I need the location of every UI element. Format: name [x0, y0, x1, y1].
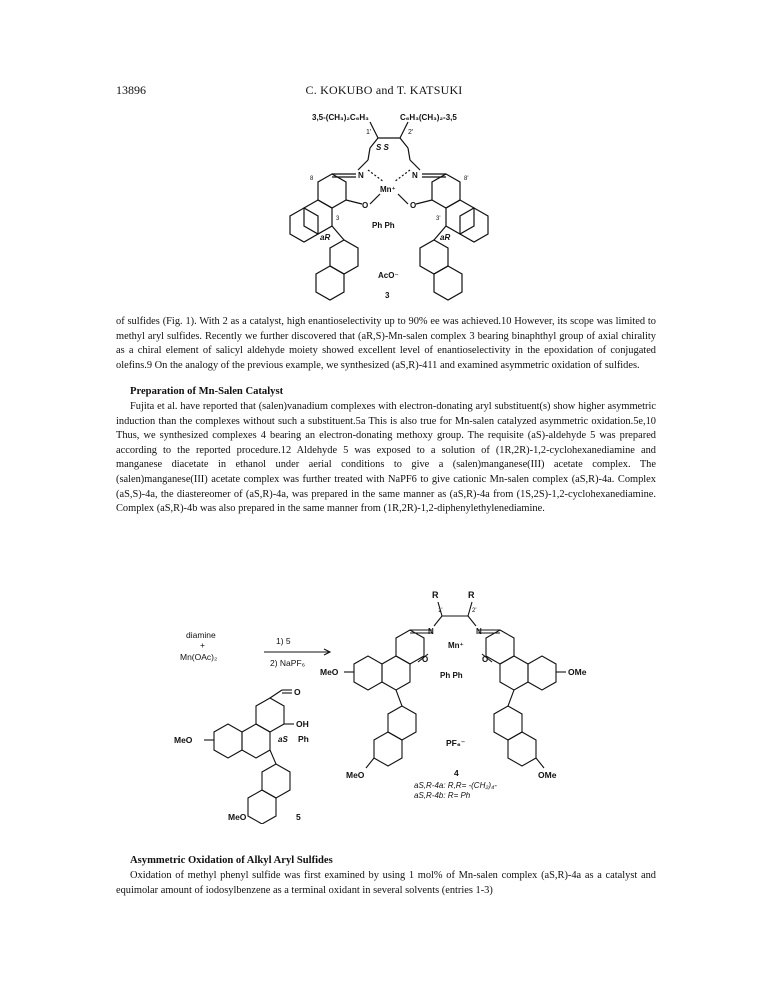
compound-5-label: 5	[296, 812, 301, 822]
nitrogen-left: N	[428, 627, 434, 636]
position-3p-label: 3'	[436, 216, 441, 222]
position-8p-label: 8'	[464, 176, 469, 182]
step-1-label: 1) 5	[276, 636, 291, 646]
aldehyde-methoxy: MeO	[174, 735, 193, 745]
paragraph-3: Oxidation of methyl phenyl sulfide was first examined by using 1 mol% of Mn-salen complex (aS,R)-4a as a catalyst and equimolar amount of iodosylbenzene as a terminal oxidant in several solvents (entries 1-3)	[116, 870, 656, 896]
paragraph-1: of sulfides (Fig. 1). With 2 as a catalyst, high enantioselectivity up to 90% ee was achieved.10 However, its scope was limited to methyl aryl sulfides. Recently we further discovered that (aR,S)-Mn-salen complex 3 bearing binaphthyl group of axial chirality as a chiral element of salicyl aldehyde moiety showed excellent level of enantioselectivity in the epoxidation of conjugated olefins.9 On the analogy of the previous example, we synthesized (aS,R)-411 and examined asymmetric oxidation of sulfides.	[116, 316, 656, 371]
position-1-label: 1'	[366, 129, 372, 136]
page-number: 13896	[116, 83, 146, 97]
reagent-diamine: diamine	[186, 630, 216, 640]
oxygen-left: O	[422, 655, 429, 664]
section-heading-oxidation: Asymmetric Oxidation of Alkyl Aryl Sulfides	[130, 855, 333, 866]
position-2-label: 2'	[472, 608, 477, 614]
section-heading-preparation: Preparation of Mn-Salen Catalyst	[130, 386, 284, 397]
step-2-label: 2) NaPF₆	[270, 658, 306, 668]
methoxy-right: OMe	[568, 667, 587, 677]
paragraph-2: Fujita et al. have reported that (salen)vanadium complexes with electron-donating aryl substituent(s) show higher asymmetric induction than the complexes without such a substituent.5a This is also true for Mn-salen catalyzed asymmetric oxidation.5e,10 Thus, we synthesized complexes 4 bearing an electron-donating methoxy group. The requisite (aS)-aldehyde 5 was prepared according to the reported procedure.12 Aldehyde 5 was exposed to a solution of (1R,2R)-1,2-cyclohexanediamine and manganese diacetate in ethanol under aerial conditions to give a (salen)manganese(III) acetate complex. The (salen)manganese(III) acetate complex was further treated with NaPF6 to give cationic Mn-salen complex (aS,R)-4a. Complex (aS,S)-4a, the diastereomer of (aS,R)-4a, was prepared in the same manner as (aS,R)-4a from (1S,2S)-1,2-cyclohexanediamine. Complex (aS,R)-4b was also prepared in the same manner from (1R,2R)-1,2-diphenylethylenediamine.	[116, 401, 656, 515]
position-3-label: 3	[336, 216, 340, 222]
axial-left-label: aR	[320, 233, 331, 242]
position-8-label: 8	[310, 176, 314, 182]
phenyl-labels: Ph Ph	[372, 221, 395, 230]
reagent-manganese-acetate: Mn(OAc)₂	[180, 652, 218, 662]
axial-as-label: aS	[278, 735, 288, 744]
aldehyde-oxygen: O	[294, 687, 301, 697]
reagent-plus: +	[200, 640, 205, 650]
legend-4b: aS,R-4b: R= Ph	[414, 791, 471, 800]
compound-3-label: 3	[385, 291, 390, 300]
aldehyde-phenyl: Ph	[298, 734, 309, 744]
aldehyde-methoxy-bottom: MeO	[228, 812, 247, 822]
acetate-anion: AcO⁻	[378, 271, 399, 280]
synthesis-scheme	[170, 568, 650, 824]
right-aryl-substituent: C₆H₃(CH₃)₂-3,5	[400, 113, 457, 122]
oxygen-right: O	[482, 655, 489, 664]
running-header: C. KOKUBO and T. KATSUKI	[305, 83, 463, 97]
manganese-label: Mn⁺	[448, 641, 464, 650]
stereo-label: S S	[376, 143, 389, 152]
position-1-label: 1'	[438, 608, 443, 614]
axial-right-label: aR	[440, 233, 451, 242]
nitrogen-right: N	[476, 627, 482, 636]
nitrogen-right: N	[412, 171, 418, 180]
position-2-label: 2'	[408, 129, 414, 136]
manganese-label: Mn⁺	[380, 185, 396, 194]
nitrogen-left: N	[358, 171, 364, 180]
hydroxy-label: OH	[296, 719, 309, 729]
methoxy-left: MeO	[320, 667, 339, 677]
methoxy-bottom-right: OMe	[538, 770, 557, 780]
compound-4-label: 4	[454, 768, 459, 778]
hexafluorophosphate-anion: PF₆⁻	[446, 738, 466, 748]
methoxy-bottom-left: MeO	[346, 770, 365, 780]
r-group-left: R	[432, 590, 439, 600]
oxygen-left: O	[362, 201, 369, 210]
left-aryl-substituent: 3,5-(CH₃)₂C₆H₃	[312, 113, 369, 122]
legend-4a: aS,R-4a: R,R= -(CH₂)₄-	[414, 781, 497, 790]
complex-3-structure	[270, 108, 530, 308]
phenyl-labels: Ph Ph	[440, 671, 463, 680]
r-group-right: R	[468, 590, 475, 600]
oxygen-right: O	[410, 201, 417, 210]
